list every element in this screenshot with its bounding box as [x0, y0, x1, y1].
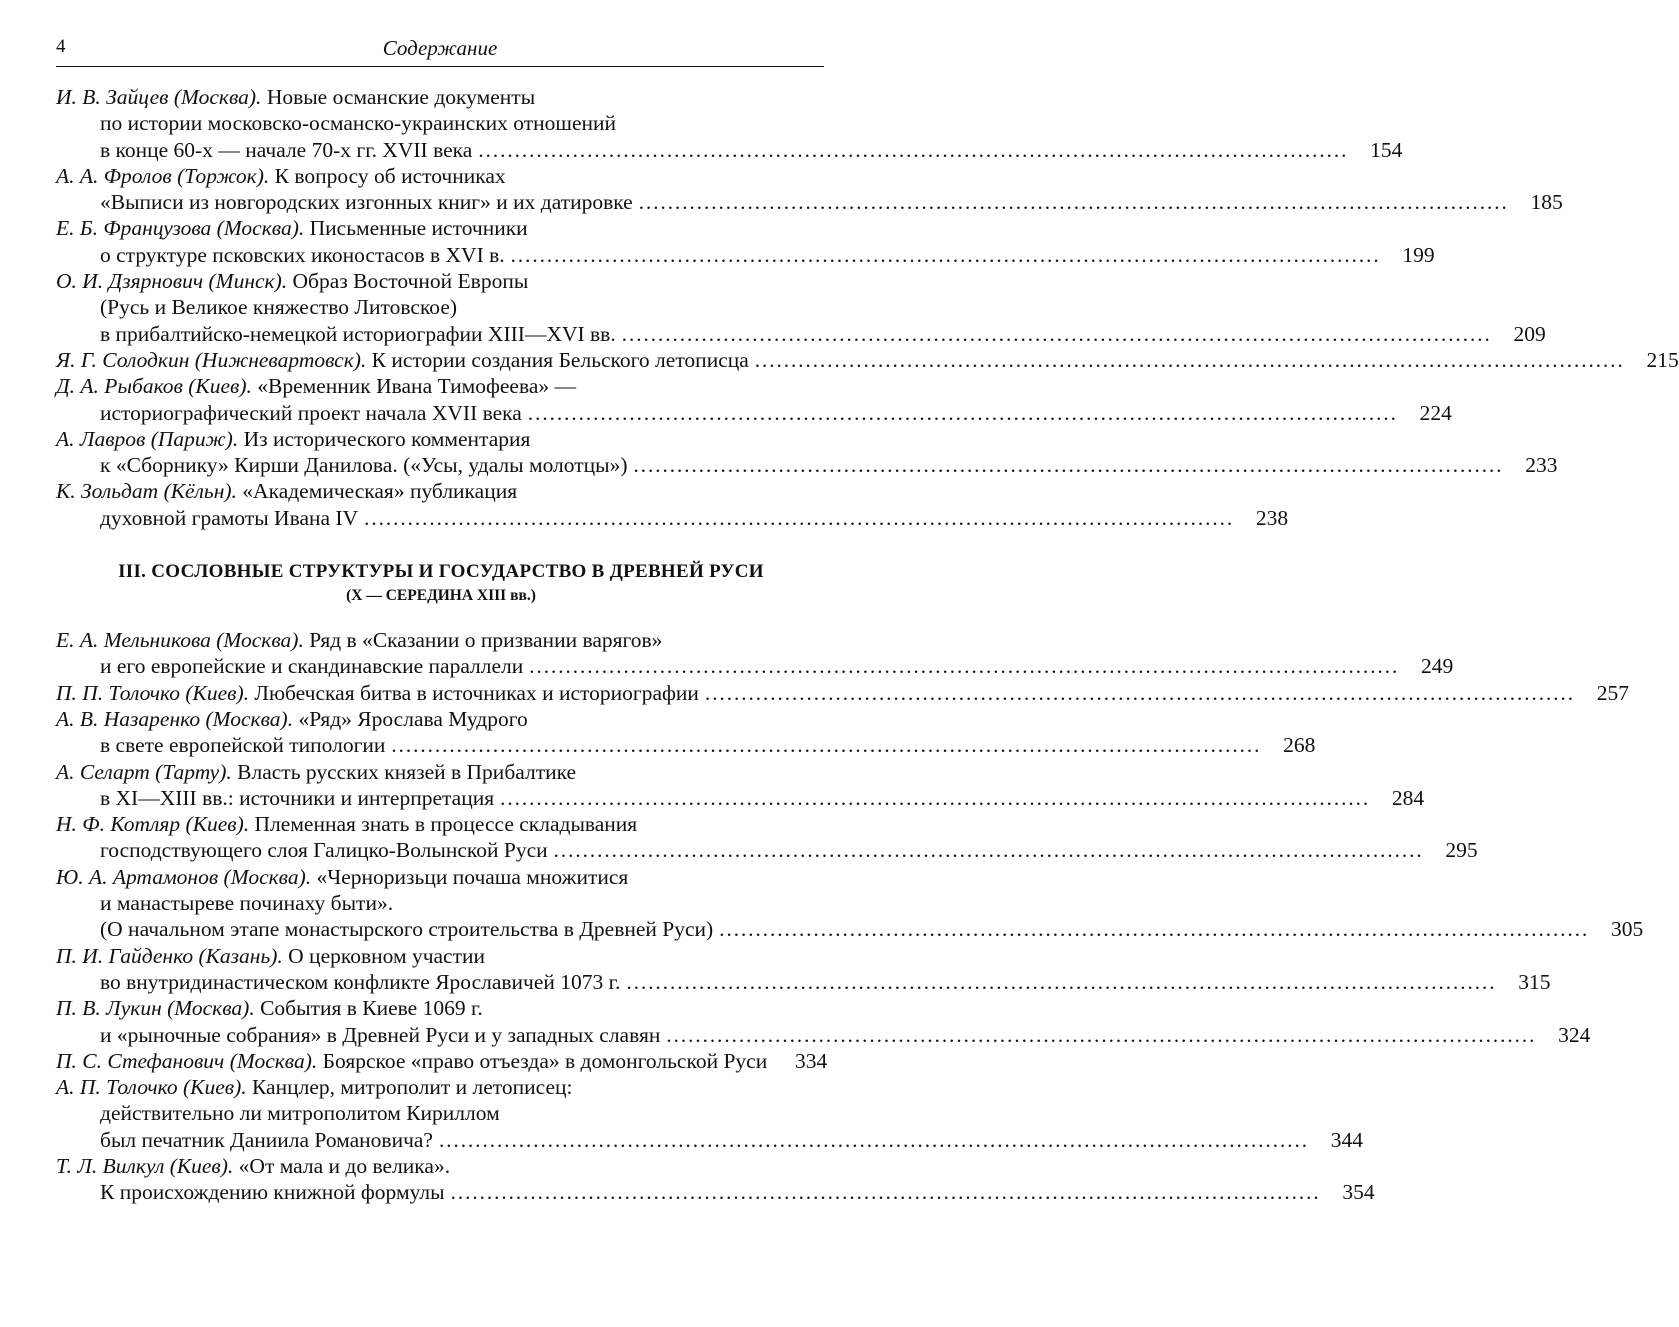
toc-title-text: был печатник Даниила Романовича? — [100, 1127, 433, 1152]
toc-title-text: «Академическая» публикация — [242, 479, 518, 504]
toc-page-number: 199 — [1402, 242, 1435, 267]
toc-author: Я. Г. Солодкин (Нижневартовск). — [56, 347, 367, 372]
toc-title-text: в прибалтийско-немецкой историографии XIII—XVI вв. — [100, 321, 616, 346]
toc-title-text: к «Сборнику» Кирши Данилова. («Усы, удалы молотцы») — [100, 453, 628, 478]
dot-leader: ........................................................................................................................ — [626, 969, 1497, 994]
dot-leader: ........................................................................................................................ — [754, 347, 1625, 372]
running-header — [56, 30, 824, 67]
toc-entry-last-line — [56, 969, 1551, 995]
toc-entry-line — [56, 995, 826, 1021]
toc-entry-last-line — [56, 1127, 1363, 1153]
toc-entry[interactable] — [56, 1074, 1363, 1153]
toc-entry[interactable] — [56, 1048, 826, 1074]
section-heading — [56, 559, 826, 607]
toc-title-text: во внутридинастическом конфликте Ярославичей 1073 г. — [100, 969, 621, 994]
toc-entry[interactable] — [56, 627, 1454, 680]
dot-leader: ........................................................................................................................ — [500, 785, 1371, 810]
toc-title-text: Письменные источники — [309, 216, 528, 241]
toc-entry-last-line — [56, 837, 1478, 863]
toc-title-text: Любечская битва в источниках и историографии — [254, 680, 699, 705]
toc-page-number: 295 — [1445, 838, 1478, 863]
toc-entry-last-line — [56, 137, 1403, 163]
toc-entry[interactable] — [56, 478, 1289, 531]
dot-leader: ........................................................................................................................ — [704, 680, 1575, 705]
toc-entries-before-section — [56, 84, 1679, 531]
toc-page-number: 315 — [1518, 969, 1551, 994]
dot-leader: ........................................................................................................................ — [391, 733, 1262, 758]
toc-page-number: 284 — [1391, 785, 1425, 810]
toc-author: Н. Ф. Котляр (Киев). — [56, 812, 250, 837]
toc-page-number: 354 — [1342, 1180, 1375, 1205]
toc-title-text: «Ряд» Ярослава Мудрого — [298, 706, 528, 731]
dot-leader: ........................................................................................................................ — [638, 190, 1509, 215]
dot-leader: ........................................................................................................................ — [633, 453, 1504, 478]
toc-title-text: и «рыночные собрания» в Древней Руси и у западных славян — [100, 1022, 661, 1047]
toc-entry-last-line — [56, 916, 1644, 942]
toc-entry-line — [56, 163, 826, 189]
toc-title-text: Из исторического комментария — [243, 426, 531, 451]
dot-leader: ........................................................................................................................ — [621, 321, 1492, 346]
toc-page-number: 233 — [1525, 453, 1558, 478]
toc-title-text: «Выписи из новгородских изгонных книг» и их датировке — [100, 190, 633, 215]
toc-title-text: Новые османские документы — [266, 85, 536, 109]
toc-entry-line — [56, 294, 826, 320]
toc-entry-line — [56, 478, 826, 504]
toc-entry[interactable] — [56, 373, 1452, 426]
toc-entry-last-line — [56, 1179, 1375, 1205]
dot-leader: ........................................................................................................................ — [364, 505, 1235, 530]
toc-title-text: «Временник Ивана Тимофеева» — — [257, 374, 576, 399]
dot-leader: ........................................................................................................................ — [529, 654, 1400, 679]
toc-title-text: «Черноризьци почаша множитися — [316, 864, 629, 889]
section-title: III. СОСЛОВНЫЕ СТРУКТУРЫ И ГОСУДАРСТВО В ДРЕВНЕЙ РУСИ — [118, 561, 764, 583]
toc-title-text: и его европейские и скандинавские параллели — [100, 654, 524, 679]
dot-leader: ........................................................................................................................ — [553, 838, 1424, 863]
toc-page-number: 257 — [1596, 680, 1629, 705]
toc-entry-last-line — [56, 347, 1679, 373]
toc-title-text: К происхождению книжной формулы — [100, 1180, 445, 1205]
toc-title-text: Боярское «право отъезда» в домонгольской Руси — [322, 1048, 768, 1073]
toc-title-text: по истории московско-османско-украинских отношений — [100, 111, 617, 136]
toc-entry[interactable] — [56, 347, 1679, 373]
toc-entry-line — [56, 811, 826, 837]
toc-author: Е. А. Мельникова (Москва). — [56, 628, 304, 653]
toc-title-text: (Русь и Великое княжество Литовское) — [100, 295, 458, 320]
toc-page-number: 224 — [1419, 400, 1452, 425]
toc-page-number: 305 — [1610, 917, 1644, 942]
toc-entry-line — [56, 373, 826, 399]
toc-page-number: 268 — [1283, 733, 1316, 758]
toc-page-number: 324 — [1558, 1022, 1591, 1047]
toc-title-text: (О начальном этапе монастырского строительства в Древней Руси) — [100, 917, 714, 942]
toc-page-number: 334 — [794, 1048, 828, 1073]
page-number: 4 — [56, 36, 66, 57]
toc-title-text: духовной грамоты Ивана IV — [100, 505, 359, 530]
dot-leader: ........................................................................................................................ — [450, 1180, 1321, 1205]
toc-page-number: 154 — [1370, 137, 1403, 162]
toc-author: Д. А. Рыбаков (Киев). — [56, 374, 252, 399]
toc-entry[interactable] — [56, 215, 1435, 268]
toc-author: А. В. Назаренко (Москва). — [56, 706, 294, 731]
toc-title-text: и манастыреве починаху быти». — [100, 891, 394, 916]
toc-entries-section — [56, 627, 1644, 1206]
toc-entry-last-line — [56, 505, 1289, 531]
toc-author: О. И. Дзярнович (Минск). — [56, 269, 288, 294]
toc-entry-last-line — [56, 242, 1435, 268]
toc-title-text: «От мала и до велика». — [238, 1153, 451, 1178]
toc-entry-line — [56, 1074, 826, 1100]
toc-entry-line — [56, 943, 826, 969]
toc-author: П. И. Гайденко (Казань). — [56, 943, 283, 968]
toc-entry-last-line — [56, 452, 1558, 478]
toc-title-text: Ряд в «Сказании о призвании варягов» — [309, 628, 663, 653]
toc-title-text: о структуре псковских иконостасов в XVI в. — [100, 242, 505, 267]
toc-page-number: 215 — [1646, 347, 1679, 372]
toc-entry[interactable] — [56, 811, 1478, 864]
toc-title-text: К истории создания Бельского летописца — [371, 347, 749, 372]
toc-entry-line — [56, 1100, 826, 1126]
toc-entry-line — [56, 268, 826, 294]
toc-title-text: О церковном участии — [288, 943, 485, 968]
toc-entry-line — [56, 864, 826, 890]
toc-title-text: в свете европейской типологии — [100, 733, 386, 758]
table-of-contents — [56, 84, 1679, 1206]
toc-entry-last-line — [56, 1048, 826, 1074]
toc-author: Т. Л. Вилкул (Киев). — [56, 1153, 234, 1178]
toc-title-text: господствующего слоя Галицко-Волынской Руси — [100, 838, 548, 863]
toc-page-number: 249 — [1421, 654, 1454, 679]
toc-title-text: События в Киеве 1069 г. — [260, 996, 483, 1021]
toc-entry-last-line — [56, 785, 1425, 811]
toc-title-text: Образ Восточной Европы — [292, 269, 529, 294]
toc-entry[interactable] — [56, 426, 1558, 479]
toc-entry-line — [56, 1153, 826, 1179]
toc-entry[interactable] — [56, 943, 1551, 996]
toc-entry[interactable] — [56, 84, 1403, 163]
toc-author: К. Зольдат (Кёльн). — [56, 479, 237, 504]
toc-author: Ю. А. Артамонов (Москва). — [56, 864, 312, 889]
toc-entry[interactable] — [56, 680, 1629, 706]
toc-title-text: историографический проект начала XVII века — [100, 400, 522, 425]
toc-entry-line — [56, 426, 826, 452]
section-subtitle: (Х — СЕРЕДИНА XIII вв.) — [346, 587, 536, 605]
toc-entry-line — [56, 627, 826, 653]
toc-page-number: 185 — [1530, 190, 1563, 215]
toc-title-text: в конце 60-х — начале 70-х гг. XVII века — [100, 137, 473, 162]
toc-entry-line — [56, 215, 826, 241]
toc-entry[interactable] — [56, 163, 1563, 216]
toc-entry-last-line — [56, 400, 1452, 426]
toc-title-text: Канцлер, митрополит и летописец: — [251, 1075, 573, 1100]
toc-author: А. П. Толочко (Киев). — [56, 1075, 247, 1100]
dot-leader: ........................................................................................................................ — [510, 242, 1381, 267]
toc-entry[interactable] — [56, 268, 1546, 347]
toc-title-text: Племенная знать в процессе складывания — [254, 812, 638, 837]
dot-leader: ........................................................................................................................ — [666, 1022, 1537, 1047]
toc-entry[interactable] — [56, 995, 1591, 1048]
toc-entry[interactable] — [56, 706, 1316, 759]
dot-leader: ........................................................................................................................ — [719, 917, 1590, 942]
running-title: Содержание — [382, 36, 498, 60]
toc-entry-last-line — [56, 189, 1563, 215]
toc-page-number: 209 — [1513, 321, 1546, 346]
toc-entry[interactable] — [56, 864, 1644, 943]
toc-title-text: в XI—XIII вв.: источники и интерпретация — [100, 785, 495, 810]
toc-entry-last-line — [56, 680, 1629, 706]
toc-title-text: действительно ли митрополитом Кириллом — [100, 1101, 500, 1126]
toc-author: А. Лавров (Париж). — [56, 426, 239, 451]
toc-entry-line — [56, 110, 826, 136]
toc-title-text: Власть русских князей в Прибалтике — [237, 759, 577, 784]
toc-entry-line — [56, 890, 826, 916]
toc-entry-last-line — [56, 1022, 1591, 1048]
toc-entry[interactable] — [56, 1153, 1375, 1206]
toc-author: И. В. Зайцев (Москва). — [56, 85, 262, 109]
toc-entry[interactable] — [56, 759, 1425, 812]
toc-page-number: 238 — [1255, 505, 1289, 530]
toc-title-text: К вопросу об источниках — [274, 163, 506, 188]
toc-author: П. С. Стефанович (Москва). — [56, 1048, 318, 1073]
dot-leader: ........................................................................................................................ — [527, 400, 1398, 425]
toc-entry-last-line — [56, 732, 1316, 758]
dot-leader: ........................................................................................................................ — [478, 137, 1349, 162]
toc-author: А. Селарт (Тарту). — [56, 759, 232, 784]
toc-entry-last-line — [56, 321, 1546, 347]
toc-page-number: 344 — [1330, 1127, 1363, 1152]
dot-leader: ........................................................................................................................ — [438, 1127, 1309, 1152]
toc-entry-last-line — [56, 653, 1454, 679]
toc-author: П. В. Лукин (Москва). — [56, 996, 255, 1021]
toc-entry-line — [56, 706, 826, 732]
toc-author: П. П. Толочко (Киев). — [56, 680, 249, 705]
toc-author: А. А. Фролов (Торжок). — [56, 163, 270, 188]
toc-entry-line — [56, 84, 826, 110]
toc-entry-line — [56, 759, 826, 785]
toc-author: Е. Б. Французова (Москва). — [56, 216, 305, 241]
